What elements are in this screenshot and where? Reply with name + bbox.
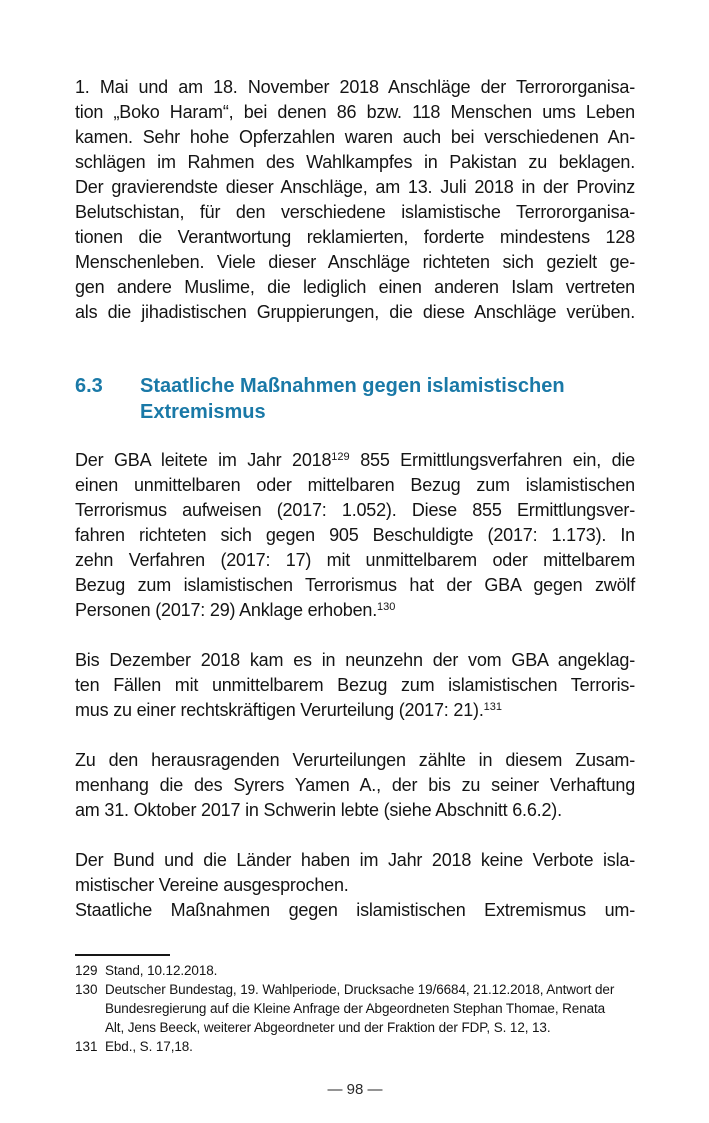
paragraph-gba-ermittlungen: [75, 448, 635, 623]
text-line: [75, 798, 635, 823]
text-segment: Bezug zum islamistischen Terrorismus hat der GBA gegen zwölf: [75, 575, 635, 595]
footnote-number: 131: [75, 1039, 98, 1054]
text-line: [75, 300, 635, 325]
footnote-separator: [75, 954, 170, 956]
text-line: [75, 498, 635, 523]
text-segment: fahren richteten sich gegen 905 Beschuldigte (2017: 1.173). In: [75, 525, 635, 545]
text-segment: Personen (2017: 29) Anklage erhoben.: [75, 600, 378, 620]
section-number: 6.3: [75, 375, 103, 397]
footnote-line: Deutscher Bundestag, 19. Wahlperiode, Drucksache 19/6684, 21.12.2018, Antwort der: [105, 982, 615, 997]
text-segment: Belutschistan, für den verschiedene islamistische Terrororganisa-: [75, 202, 635, 222]
footnotes: [75, 961, 635, 1056]
text-line: [75, 200, 635, 225]
text-line: [75, 548, 635, 573]
text-segment: Der gravierendste dieser Anschläge, am 13. Juli 2018 in der Provinz: [75, 177, 635, 197]
text-line: [75, 100, 635, 125]
text-segment: 1. Mai und am 18. November 2018 Anschläge der Terrororganisa-: [75, 77, 635, 97]
intro-paragraphs: [75, 75, 635, 325]
text-line: [75, 275, 635, 300]
text-line: [75, 898, 635, 923]
text-line: [75, 523, 635, 548]
footnote-ref: 130: [377, 601, 396, 613]
section-title-line2: Extremismus: [140, 401, 266, 423]
footnote-item: [75, 980, 635, 1037]
section-title: [140, 373, 635, 425]
text-line: [75, 473, 635, 498]
footnote-text: [105, 961, 635, 980]
footnote-ref: 131: [483, 701, 502, 713]
text-line: [75, 598, 635, 623]
text-segment: menhang die des Syrers Yamen A., der bis zu seiner Verhaftung: [75, 775, 635, 795]
text-segment: Bis Dezember 2018 kam es in neunzehn der vom GBA angeklag-: [75, 650, 635, 670]
text-segment: Der GBA leitete im Jahr 2018: [75, 450, 332, 470]
text-line: [75, 698, 635, 723]
footnote-line: Ebd., S. 17,18.: [105, 1039, 193, 1054]
text-segment: Terrorismus aufweisen (2017: 1.052). Diese 855 Ermittlungsver-: [75, 500, 635, 520]
text-segment: am 31. Oktober 2017 in Schwerin lebte (siehe Abschnitt 6.6.2).: [75, 800, 562, 820]
footnote-line: Bundesregierung auf die Kleine Anfrage der Abgeordneten Stephan Thomae, Renata: [105, 1001, 606, 1016]
paragraph-verurteilungen: [75, 648, 635, 723]
text-line: [75, 648, 635, 673]
text-segment: als die jihadistischen Gruppierungen, die diese Anschläge verüben.: [75, 302, 635, 322]
text-segment: Menschenleben. Viele dieser Anschläge richteten sich gezielt ge-: [75, 252, 635, 272]
footnote-item: [75, 961, 635, 980]
footnote-item: [75, 1037, 635, 1056]
text-segment: Der Bund und die Länder haben im Jahr 2018 keine Verbote isla-: [75, 850, 635, 870]
footnote-number: 130: [75, 982, 98, 997]
page-number: — 98 —: [327, 1081, 383, 1098]
text-segment: tion „Boko Haram“, bei denen 86 bzw. 118 Menschen ums Leben: [75, 102, 635, 122]
text-line: [75, 773, 635, 798]
paragraph-yamen-a: [75, 748, 635, 823]
text-segment: gen andere Muslime, die lediglich einen anderen Islam vertreten: [75, 277, 635, 297]
footnote-ref: 129: [331, 451, 350, 463]
text-segment: Staatliche Maßnahmen gegen islamistischen Extremismus um-: [75, 900, 635, 920]
text-segment: Zu den herausragenden Verurteilungen zählte in diesem Zusam-: [75, 750, 635, 770]
text-segment: ten Fällen mit unmittelbarem Bezug zum islamistischen Terroris-: [75, 675, 635, 695]
text-segment: 855 Ermittlungsverfahren ein, die: [349, 450, 635, 470]
section-heading: [75, 373, 635, 425]
paragraph-vereinsverbote: [75, 848, 635, 923]
text-segment: einen unmittelbaren oder mittelbaren Bezug zum islamistischen: [75, 475, 635, 495]
text-line: [75, 873, 635, 898]
text-line: [75, 125, 635, 150]
section-title-line1: Staatliche Maßnahmen gegen islamistischen: [140, 375, 565, 397]
text-segment: zehn Verfahren (2017: 17) mit unmittelbarem oder mittelbarem: [75, 550, 635, 570]
text-segment: mus zu einer rechtskräftigen Verurteilung (2017: 21).: [75, 700, 484, 720]
text-segment: tionen die Verantwortung reklamierten, forderte mindestens 128: [75, 227, 635, 247]
text-line: [75, 748, 635, 773]
text-line: [75, 573, 635, 598]
text-segment: schlägen im Rahmen des Wahlkampfes in Pakistan zu beklagen.: [75, 152, 635, 172]
text-line: [75, 448, 635, 473]
text-line: [75, 250, 635, 275]
footnote-text: [105, 1037, 635, 1056]
text-line: [75, 848, 635, 873]
text-line: [75, 75, 635, 100]
section-paragraphs: [75, 448, 635, 923]
text-segment: kamen. Sehr hohe Opferzahlen waren auch bei verschiedenen An-: [75, 127, 635, 147]
text-line: [75, 150, 635, 175]
footnote-text: [105, 980, 635, 1037]
footnote-line: Stand, 10.12.2018.: [105, 963, 218, 978]
text-segment: mistischer Vereine ausgesprochen.: [75, 875, 349, 895]
text-line: [75, 673, 635, 698]
footnote-number: 129: [75, 963, 98, 978]
text-line: [75, 175, 635, 200]
text-line: [75, 225, 635, 250]
paragraph-boko-haram: [75, 75, 635, 325]
footnote-line: Alt, Jens Beeck, weiterer Abgeordneter und der Fraktion der FDP, S. 12, 13.: [105, 1020, 551, 1035]
